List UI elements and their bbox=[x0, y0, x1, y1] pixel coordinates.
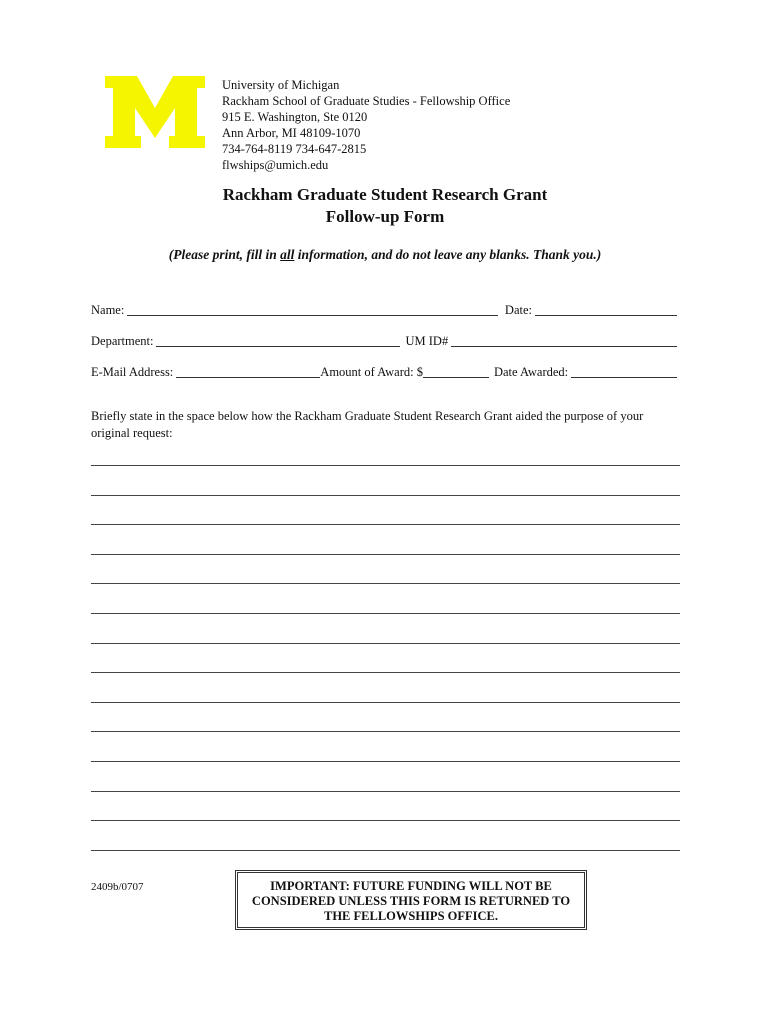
name-field[interactable] bbox=[127, 304, 498, 316]
form-code: 2409b/0707 bbox=[91, 881, 144, 893]
response-prompt: Briefly state in the space below how the Rackham Graduate Student Research Grant aided the purpose of your original request: bbox=[91, 409, 644, 440]
response-line[interactable] bbox=[91, 643, 680, 673]
address-line-street: 915 E. Washington, Ste 0120 bbox=[222, 110, 368, 124]
office-address bbox=[222, 77, 510, 173]
amount-field[interactable] bbox=[423, 366, 489, 378]
response-line[interactable] bbox=[91, 820, 680, 850]
notice-line-2: CONSIDERED UNLESS THIS FORM IS RETURNED TO bbox=[251, 894, 571, 908]
date-awarded-label: Date Awarded: bbox=[493, 365, 569, 379]
response-line[interactable] bbox=[91, 731, 680, 761]
umid-label: UM ID# bbox=[405, 334, 449, 348]
date-label: Date: bbox=[504, 303, 532, 317]
instructions bbox=[0, 247, 770, 263]
response-line[interactable] bbox=[91, 465, 680, 495]
response-lines[interactable] bbox=[91, 465, 680, 879]
name-label: Name: bbox=[91, 303, 125, 317]
response-line[interactable] bbox=[91, 672, 680, 702]
address-line-email: flwships@umich.edu bbox=[222, 158, 329, 172]
m-logo-shape bbox=[105, 76, 205, 148]
form-title: Rackham Graduate Student Research Grant bbox=[222, 185, 548, 204]
department-umid-row bbox=[91, 331, 680, 349]
notice-line-3: THE FELLOWSHIPS OFFICE. bbox=[324, 909, 498, 923]
form-subtitle: Follow-up Form bbox=[325, 207, 445, 226]
response-line[interactable] bbox=[91, 791, 680, 821]
response-line[interactable] bbox=[91, 702, 680, 732]
instructions-after: information, and do not leave any blanks. Thank you.) bbox=[294, 247, 602, 262]
instructions-emphasis: all bbox=[280, 247, 295, 262]
address-line-city: Ann Arbor, MI 48109-1070 bbox=[222, 126, 361, 140]
response-line[interactable] bbox=[91, 495, 680, 525]
email-amount-row bbox=[91, 362, 680, 380]
email-label: E-Mail Address: bbox=[91, 365, 174, 379]
date-field[interactable] bbox=[535, 304, 677, 316]
department-field[interactable] bbox=[156, 335, 400, 347]
department-label: Department: bbox=[91, 334, 154, 348]
amount-label: Amount of Award: $ bbox=[320, 365, 423, 379]
address-line-phone: 734-764-8119 734-647-2815 bbox=[222, 142, 367, 156]
email-field[interactable] bbox=[176, 366, 320, 378]
university-m-logo bbox=[105, 76, 205, 148]
important-notice bbox=[235, 870, 587, 930]
response-line[interactable] bbox=[91, 761, 680, 791]
response-line[interactable] bbox=[91, 554, 680, 584]
date-awarded-field[interactable] bbox=[571, 366, 677, 378]
notice-line-1: IMPORTANT: FUTURE FUNDING WILL NOT BE bbox=[270, 879, 552, 893]
response-line[interactable] bbox=[91, 583, 680, 613]
response-line[interactable] bbox=[91, 524, 680, 554]
name-date-row bbox=[91, 300, 680, 318]
umid-field[interactable] bbox=[451, 335, 677, 347]
address-line-university: University of Michigan bbox=[222, 78, 340, 92]
response-line[interactable] bbox=[91, 613, 680, 643]
address-line-school: Rackham School of Graduate Studies - Fellowship Office bbox=[222, 94, 511, 108]
instructions-before: (Please print, fill in bbox=[168, 247, 281, 262]
